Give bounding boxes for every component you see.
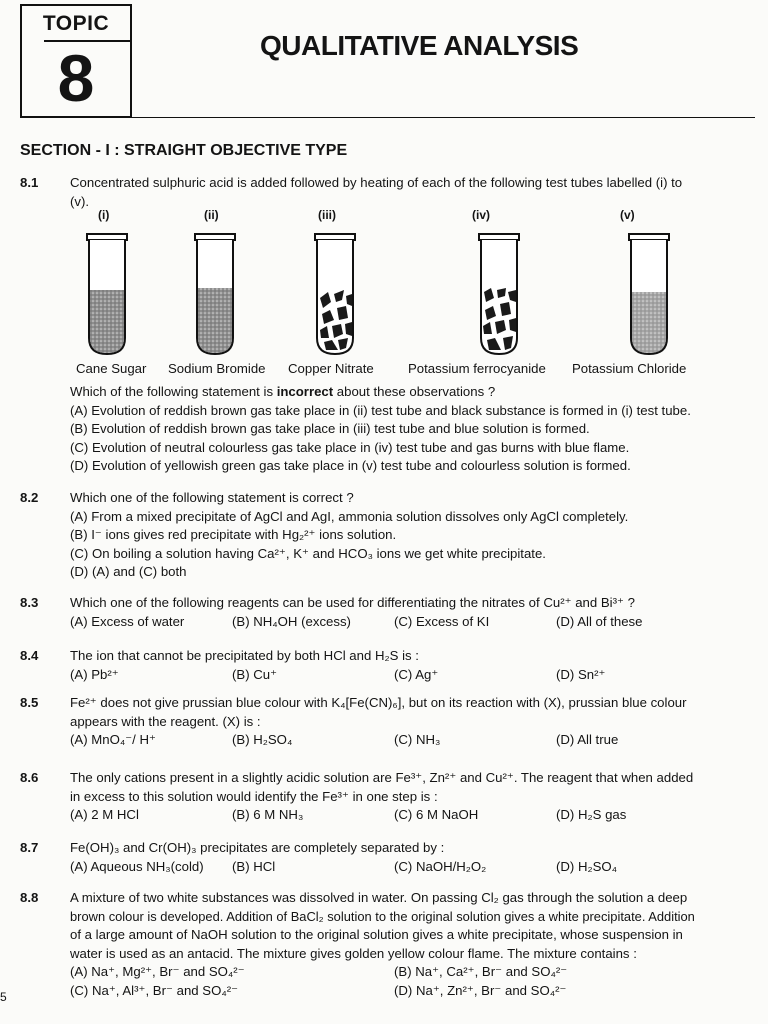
test-tube-iii: [312, 232, 358, 358]
option-b[interactable]: (B) 6 M NH₃: [232, 807, 304, 822]
option-b[interactable]: (B) H₂SO₄: [232, 732, 293, 747]
option-d[interactable]: (D) Na⁺, Zn²⁺, Br⁻ and SO₄²⁻: [394, 982, 567, 998]
question-8-8: [20, 889, 760, 1009]
options-row: [70, 806, 760, 825]
question-8-4: [20, 647, 760, 687]
question-stem: The only cations present in a slightly acidic solution are Fe³⁺, Zn²⁺ and Cu²⁺. The reagent that when added: [70, 770, 694, 785]
tube-name-iii: Copper Nitrate: [288, 361, 374, 376]
topic-label: TOPIC: [42, 12, 110, 35]
question-stem-cont: (v).: [70, 193, 90, 209]
options-row: [70, 858, 760, 877]
option-c[interactable]: (C) Na⁺, Al³⁺, Br⁻ and SO₄²⁻: [70, 982, 239, 998]
test-tube-iv: [476, 232, 522, 358]
question-8-6: [20, 769, 760, 829]
option-a[interactable]: (A) 2 M HCl: [70, 807, 139, 822]
option-c[interactable]: (C) On boiling a solution having Ca²⁺, K⁺ and HCO₃ ions we get white precipitate.: [70, 545, 546, 561]
question-prompt: Which of the following statement is incorrect about these observations ?: [70, 384, 496, 399]
option-b[interactable]: (B) HCl: [232, 858, 276, 874]
question-number: 8.3: [20, 595, 39, 610]
option-c[interactable]: (C) NH₃: [394, 732, 441, 747]
question-number: 8.6: [20, 770, 39, 785]
tube-name-v: Potassium Chloride: [572, 361, 687, 376]
question-stem: Fe²⁺ does not give prussian blue colour with K₄[Fe(CN)₆], but on its reaction with (X), prussian blue colour: [70, 695, 687, 710]
option-b[interactable]: (B) NH₄OH (excess): [232, 613, 351, 629]
options-row: [70, 982, 760, 1001]
question-body: [70, 174, 760, 211]
options-row: [70, 666, 760, 685]
tube-label-v: (v): [620, 208, 635, 222]
test-tube-v: [626, 232, 672, 358]
question-number: 8.8: [20, 890, 39, 905]
tube-name-iv: Potassium ferrocyanide: [408, 361, 546, 376]
question-8-7: [20, 839, 760, 879]
tube-label-ii: (ii): [204, 208, 219, 222]
question-number: 8.2: [20, 490, 39, 505]
option-d[interactable]: (D) All of these: [556, 613, 643, 629]
question-stem-cont: of a large amount of NaOH solution to the original solution gives a white precipitate, whose suspension in: [70, 927, 683, 942]
question-number: 8.1: [20, 175, 39, 190]
question-stem-cont: brown colour is developed. Addition of BaCl₂ solution to the original solution gives a white precipitate. Addition: [70, 908, 695, 924]
tube-name-ii: Sodium Bromide: [168, 361, 266, 376]
option-b[interactable]: (B) Na⁺, Ca²⁺, Br⁻ and SO₄²⁻: [394, 964, 568, 979]
question-stem: Which one of the following reagents can be used for differentiating the nitrates of Cu²⁺ and Bi³⁺ ?: [70, 595, 635, 610]
question-body: [70, 769, 760, 825]
topic-box: [20, 4, 132, 118]
question-stem: Which one of the following statement is correct ?: [70, 490, 354, 505]
option-a[interactable]: (A) Aqueous NH₃(cold): [70, 858, 204, 874]
tube-label-iii: (iii): [318, 208, 336, 222]
option-a[interactable]: (A) Na⁺, Mg²⁺, Br⁻ and SO₄²⁻: [70, 964, 245, 979]
question-body: [70, 489, 760, 582]
tube-name-i: Cane Sugar: [76, 361, 147, 376]
tube-label-iv: (iv): [472, 208, 490, 222]
topic-number: 8: [57, 41, 95, 115]
question-stem-cont: water is used as an antacid. The mixture gives golden yellow colour flame. The mixture contains :: [70, 945, 637, 961]
options-row: [70, 963, 760, 982]
question-8-1: [20, 174, 760, 474]
option-a[interactable]: (A) Excess of water: [70, 613, 185, 629]
option-d[interactable]: (D) (A) and (C) both: [70, 564, 187, 579]
test-tube-i: [84, 232, 130, 358]
option-d[interactable]: (D) All true: [556, 732, 619, 747]
option-a[interactable]: (A) Evolution of reddish brown gas take place in (ii) test tube and black substance is formed in (i) test tube.: [70, 402, 691, 418]
option-c[interactable]: (C) 6 M NaOH: [394, 807, 479, 822]
question-number: 8.4: [20, 648, 39, 663]
question-body: [70, 647, 760, 684]
options-row: [70, 731, 760, 750]
option-c[interactable]: (C) Ag⁺: [394, 666, 439, 682]
question-8-3: [20, 594, 760, 634]
option-a[interactable]: (A) MnO₄⁻/ H⁺: [70, 732, 156, 747]
option-b[interactable]: (B) Evolution of reddish brown gas take place in (iii) test tube and blue solution is formed.: [70, 421, 590, 436]
page-title: QUALITATIVE ANALYSIS: [260, 30, 579, 61]
question-body: [70, 889, 760, 1000]
option-a[interactable]: (A) Pb²⁺: [70, 666, 119, 682]
option-d[interactable]: (D) Evolution of yellowish green gas take place in (v) test tube and colourless solution is formed.: [70, 458, 631, 473]
question-stem: A mixture of two white substances was dissolved in water. On passing Cl₂ gas through the solution a deep: [70, 890, 688, 905]
option-c[interactable]: (C) Excess of KI: [394, 613, 490, 629]
tube-label-i: (i): [98, 208, 110, 222]
options-row: [70, 613, 760, 632]
question-8-5: [20, 694, 760, 754]
option-a[interactable]: (A) From a mixed precipitate of AgCl and AgI, ammonia solution dissolves only AgCl completely.: [70, 508, 629, 524]
question-body: [70, 594, 760, 631]
option-d[interactable]: (D) H₂S gas: [556, 807, 627, 822]
option-b[interactable]: (B) Cu⁺: [232, 666, 278, 682]
question-number: 8.7: [20, 840, 39, 855]
question-body: [70, 694, 760, 750]
question-body: [70, 839, 760, 876]
emphasis-incorrect: incorrect: [276, 384, 334, 399]
question-stem: Concentrated sulphuric acid is added followed by heating of each of the following test tubes labelled (i) to: [70, 175, 683, 190]
question-stem-cont: appears with the reagent. (X) is :: [70, 713, 261, 729]
section-title: SECTION - I : STRAIGHT OBJECTIVE TYPE: [20, 142, 348, 159]
test-tube-ii: [192, 232, 238, 358]
option-b[interactable]: (B) I⁻ ions gives red precipitate with Hg₂²⁺ ions solution.: [70, 527, 397, 542]
question-stem: Fe(OH)₃ and Cr(OH)₃ precipitates are completely separated by :: [70, 840, 445, 855]
question-stem: The ion that cannot be precipitated by both HCl and H₂S is :: [70, 648, 419, 663]
question-8-2: [20, 489, 760, 584]
question-options: [70, 383, 760, 476]
margin-mark: 5: [0, 990, 7, 1004]
header-rule: [132, 117, 755, 118]
question-stem-cont: in excess to this solution would identify the Fe³⁺ in one step is :: [70, 788, 438, 804]
option-c[interactable]: (C) NaOH/H₂O₂: [394, 858, 487, 874]
option-c[interactable]: (C) Evolution of neutral colourless gas take place in (iv) test tube and gas burns with blue flame.: [70, 439, 630, 455]
option-d[interactable]: (D) H₂SO₄: [556, 858, 618, 874]
option-d[interactable]: (D) Sn²⁺: [556, 666, 606, 682]
question-number: 8.5: [20, 695, 39, 710]
